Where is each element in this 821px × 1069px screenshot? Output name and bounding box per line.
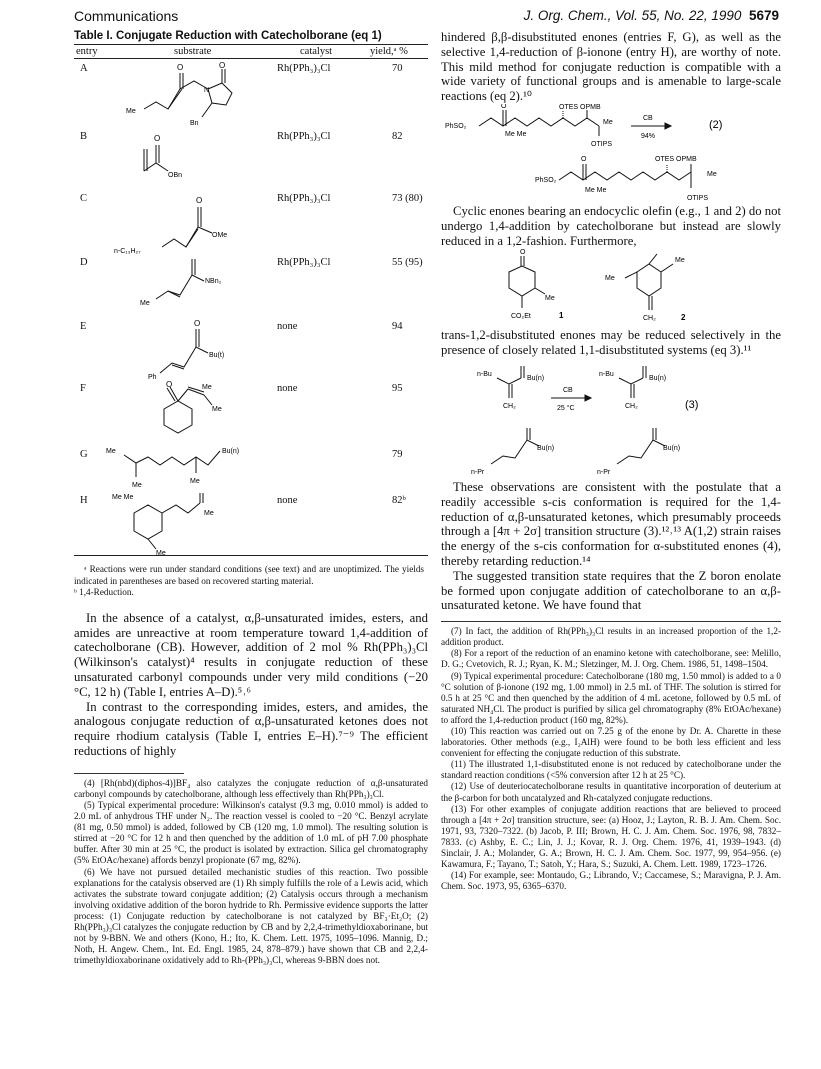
catalyst: Rh(PPh₃)₃Cl	[277, 257, 331, 268]
eq3-nbu: n-Bu	[477, 370, 492, 378]
footnote: (7) In fact, the addition of Rh(PPh₃)₃Cl results in an increased proportion of the 1,2-addition product.	[441, 626, 781, 648]
label-me: Me	[140, 300, 150, 307]
footnote: (4) [Rh(nbd)(diphos-4)]BF₄ also catalyzes the conjugate reduction of α,β-unsaturated carbonyl compounds by catecholborane, although less effectively than Rh(PPh₃)₃Cl.	[74, 777, 428, 799]
label-me-me: Me Me	[112, 494, 134, 501]
yield: 95	[392, 383, 403, 394]
eq3-nbu-product: n-Bu	[599, 370, 614, 378]
table-header	[74, 45, 428, 59]
label-bn: Bn	[190, 120, 199, 127]
label-me: Me	[126, 108, 136, 115]
compound-2-label: 2	[681, 313, 686, 323]
compound2-me-2: Me	[675, 257, 685, 265]
eq2-otips-product: OTIPS	[687, 194, 709, 202]
yield: 73 (80)	[392, 193, 423, 204]
yield: 55 (95)	[392, 257, 423, 268]
eq2-me-product: Me	[707, 170, 717, 178]
svg-text:O: O	[194, 319, 201, 328]
structure-h	[104, 491, 274, 557]
footnote: (10) This reaction was carried out on 7.25 g of the enone by Dr. A. Charette in these laboratories. Other methods (e.g., I₂AlH) were found to be both less efficient and less convenient for effecting the conjugate reduction of this substrate.	[441, 725, 781, 759]
structure-f	[104, 379, 254, 443]
eq2-otips: OTIPS	[591, 140, 613, 148]
col-catalyst: catalyst	[300, 46, 333, 57]
col-substrate: substrate	[174, 46, 212, 57]
eq3-npr-product: n-Pr	[597, 468, 611, 476]
table-row	[74, 321, 428, 381]
eq3-number: (3)	[685, 398, 699, 411]
page-number: 5679	[748, 8, 779, 23]
body-paragraph: Cyclic enones bearing an endocyclic olefin (e.g., 1 and 2) do not undergo 1,4-addition by catecholborane but instead are slowly reduced in a 1,2-fashion. Furthermore,	[441, 203, 781, 248]
right-column	[441, 30, 781, 892]
footnote: (9) Typical experimental procedure: Catecholborane (180 mg, 1.50 mmol) is added to a 0 °C solution of β-ionone (192 mg, 1.00 mmol) in 2.5 mL of THF. The solution is stirred for 0.5 h at 25 °C and then quenched by the addition of 4 mL acetone, followed by 0.5 mL of saturated NH₄Cl. The product is purified by silica gel chromatography (8% EtOAc/hexane) to afford the 1,4-reduction product (160 mg, 82%).	[441, 670, 781, 725]
eq3-bun-3: Bu(n)	[663, 444, 681, 452]
entry-label: G	[80, 449, 88, 460]
running-head-section: Communications	[74, 8, 179, 24]
eq3-temp: 25 °C	[557, 404, 575, 412]
eq2-otes-opmb-product: OTES OPMB	[655, 155, 697, 163]
label-me-2: Me	[132, 482, 142, 489]
equation-2	[441, 104, 781, 204]
body-paragraph: hindered β,β-disubstituted enones (entries F, G), as well as the selective 1,4-reduction of β-ionone (entry H), are worthy of note. This mild method for conjugate reduction is compatible with a wide variety of functional groups and is amenable to large-scale reactions (eq 2).¹⁰	[441, 30, 781, 104]
eq2-me-me: Me Me	[505, 130, 527, 138]
label-ph: Ph	[148, 374, 157, 381]
eq2-o: O	[501, 103, 507, 110]
running-head-journal	[524, 8, 779, 23]
journal-citation: J. Org. Chem., Vol. 55, No. 22, 1990	[523, 8, 742, 23]
eq2-reagent: CB	[643, 114, 653, 122]
footnote: (5) Typical experimental procedure: Wilkinson's catalyst (9.3 mg, 0.010 mmol) is added to 2.0 mL of anhydrous THF under N₂. The reaction vessel is cooled to −20 °C. Benzyl acrylate (81 mg, 0.50 mmol) is added, followed by CB (120 mg, 1.0 mmol). The resulting solution is stirred at −20 °C for 12 h and then quenched by the addition of 1.0 mL of pH 7.00 phosphate buffer. After 30 min at 25 °C, the product is isolated by extraction. Silica gel chromatography (5% EtOAc/hexane) affords benzyl propionate (67 mg, 82%).	[74, 799, 428, 866]
structure-g	[104, 445, 274, 491]
yield: 94	[392, 321, 403, 332]
table-footnote-b: ᵇ 1,4-Reduction.	[74, 587, 134, 598]
eq2-me: Me	[603, 118, 613, 126]
label-chain: n-C₁₃H₂₇	[114, 248, 141, 255]
label-me-2: Me	[156, 550, 166, 557]
structure-c	[104, 189, 274, 255]
yield: 79	[392, 449, 403, 460]
structure-e	[104, 317, 254, 381]
svg-text:O: O	[177, 63, 184, 72]
catalyst: Rh(PPh₃)₃Cl	[277, 193, 331, 204]
body-paragraph: In contrast to the corresponding imides, esters, and amides, the analogous conjugate reduction of α,β-unsaturated ketones does not require rhodium catalysis (Table I, entries E–H).⁷⁻⁹ The efficient reductions of highly	[74, 699, 428, 758]
yield: 82ᵇ	[392, 495, 406, 506]
eq3-bun-2: Bu(n)	[537, 444, 555, 452]
col-entry: entry	[76, 46, 98, 57]
footnote: (6) We have not pursued detailed mechanistic studies of this reaction. Two possible explanations for the catalysis observed are (1) Rh simply fulfills the role of a Lewis acid, which activates the substrate toward conjugate addition; (2) Catalysis occurs through a mechanism involving oxidative addition of the boron hydride to Rh. Permissive evidence supports the latter process: (1) Conjugate reduction by catecholborane is not catalyzed by BF₃·Et₂O; (2) Rh(PPh₃)₃Cl catalyzes the conjugate reduction by CB and by 2,2,4-trimethyldioxaborinane, but not by 9-BBN. We and others (Kono, H.; Ito, K. Chem. Lett. 1975, 1095–1096. Mannig, D.; Noth, H. Angew. Chem., Int. Ed. Engl. 1985, 24, 878–879.) have shown that CB and 2,2,4-trimethyldioxaborinane oxidatively add to Rh-(PPh₃)₃Cl, whereas 9-BBN does not.	[74, 866, 428, 966]
entry-label: H	[80, 495, 88, 506]
svg-text:O: O	[520, 249, 526, 257]
yield: 82	[392, 131, 403, 142]
catalyst: none	[277, 383, 298, 394]
compound-1-label: 1	[559, 311, 564, 321]
eq3-bun-product: Bu(n)	[649, 374, 667, 382]
yield: 70	[392, 63, 403, 74]
eq2-number: (2)	[709, 118, 723, 131]
eq3-ch2-product: CH₂	[625, 402, 638, 410]
eq3-scheme	[441, 358, 781, 480]
col-yield: yield,ᵃ %	[370, 46, 408, 57]
compounds-1-2	[441, 248, 781, 328]
label-bu: Bu(n)	[222, 448, 240, 455]
compound1-co2et: CO₂Et	[511, 313, 531, 321]
eq2-phso2: PhSO₂	[445, 122, 467, 130]
label-ome: OMe	[212, 232, 228, 239]
entry-label: C	[80, 193, 88, 204]
svg-text:O: O	[219, 61, 226, 70]
label-me-2: Me	[212, 406, 222, 413]
structure-b	[104, 127, 254, 183]
label-n: N	[204, 87, 210, 94]
equation-3	[441, 358, 781, 480]
table-title: Table I. Conjugate Reduction with Catecholborane (eq 1)	[74, 30, 382, 42]
entry-label: B	[80, 131, 88, 142]
label-nbn2: NBn₂	[205, 278, 222, 285]
table-row	[74, 257, 428, 317]
footnote: (13) For other examples of conjugate addition reactions that are believed to proceed through a [4π + 2σ] transition structure, see: (a) Hooz, J.; Layton, R. B. J. Am. Chem. Soc. 1971, 93, 7320–7322. (b) Jacob, P. III; Brown, H. C. J. Am. Chem. Soc. 1976, 98, 7832–7833. (c) Ashby, E. C.; Lin, J. J.; Kovar, R. J. Org. Chem. 1976, 41, 1939–1943. (d) Sinclair, J. A.; Molander, G. A.; Brown, H. C. J. Am. Chem. Soc. 1977, 99, 954–956. (e) Kawamura, F.; Tayano, T.; Satoh, Y.; Hara, S.; Suzuki, A. Chem. Lett. 1989, 1723–1726.	[441, 803, 781, 870]
compound1-me: Me	[545, 295, 555, 303]
structure-a	[104, 59, 274, 129]
table-row	[74, 131, 428, 189]
svg-text:O: O	[196, 196, 203, 205]
footnote: (8) For a report of the reduction of an enamino ketone with catecholborane, see: Melillo, D. G.; Cvetovich, R. J.; Ryan, K. M.; Sletzinger, M. J. Org. Chem. 1986, 51, 1498–1504.	[441, 648, 781, 670]
footnotes-right	[441, 626, 781, 892]
eq3-ch2: CH₂	[503, 402, 516, 410]
table-footnotes	[74, 564, 428, 599]
label-obn: OBn	[168, 172, 183, 179]
table-row	[74, 380, 428, 445]
body-paragraph: In the absence of a catalyst, α,β-unsaturated imides, esters, and amides are unreactive at room temperature toward 1,4-addition of catecholborane (CB). However, addition of 2 mol % Rh(PPh₃)₃Cl (Wilkinson's catalyst)⁴ results in conjugate reduction of these unsaturated carbonyl compounds under very mild conditions (−20 °C, 12 h) (Table I, entries A–D).⁵˒⁶	[74, 610, 428, 699]
eq3-npr: n-Pr	[471, 468, 485, 476]
eq2-me-me-product: Me Me	[585, 186, 607, 194]
compound2-me: Me	[605, 275, 615, 283]
catalyst: Rh(PPh₃)₃Cl	[277, 63, 331, 74]
catalyst: none	[277, 495, 298, 506]
svg-text:O: O	[166, 380, 173, 389]
label-me-3: Me	[190, 478, 200, 485]
footnote: (14) For example, see: Montaudo, G.; Librando, V.; Caccamese, S.; Maravigna, P. J. Am. Chem. Soc. 1973, 95, 6365–6370.	[441, 870, 781, 892]
body-paragraph: These observations are consistent with the postulate that a readily accessible s-cis conformation is required for the 1,4-reduction of α,β-unsaturated ketones, which presumably proceeds through a [4π + 2σ] transition structure (3).¹²˒¹³ A(1,2) strain raises the energy of the s-cis conformation for α-substituted enones (4), thereby retarding reduction.¹⁴	[441, 479, 781, 568]
eq2-otes-opmb: OTES OPMB	[559, 103, 601, 111]
compounds-scheme	[441, 248, 781, 328]
eq2-yield: 94%	[641, 132, 656, 140]
eq3-reagent: CB	[563, 386, 573, 394]
svg-text:O: O	[154, 134, 161, 143]
label-me: Me	[204, 510, 214, 517]
table-row	[74, 193, 428, 255]
entry-label: A	[80, 63, 88, 74]
footnote: (11) The illustrated 1,1-disubstituted enone is not reduced by catecholborane under the standard reaction conditions (<5% conversion after 12 h at 25 °C).	[441, 759, 781, 781]
table-row	[74, 63, 428, 125]
entry-label: D	[80, 257, 88, 268]
label-me: Me	[202, 384, 212, 391]
structure-d	[104, 253, 254, 313]
compound2-ch2: CH₂	[643, 315, 656, 323]
eq3-bun: Bu(n)	[527, 374, 545, 382]
table-footnote-a: ᵃ Reactions were run under standard conditions (see text) and are unoptimized. The yields indicated in parentheses are based on recovered starting material.	[74, 564, 424, 586]
label-bu: Bu(t)	[209, 352, 225, 359]
table-row	[74, 449, 428, 493]
eq2-o-product: O	[581, 155, 587, 163]
footnote: (12) Use of deuteriocatecholborane results in quantitative incorporation of deuterium at the β-carbon for both uncatalyzed and Rh-catalyzed conjugate reductions.	[441, 781, 781, 803]
catalyst: Rh(PPh₃)₃Cl	[277, 131, 331, 142]
entry-label: F	[80, 383, 86, 394]
eq2-scheme	[441, 104, 781, 204]
entry-label: E	[80, 321, 87, 332]
label-me: Me	[106, 448, 116, 455]
left-column	[74, 30, 428, 966]
table-row	[74, 495, 428, 555]
eq2-phso2-product: PhSO₂	[535, 176, 557, 184]
body-paragraph: trans-1,2-disubstituted enones may be reduced selectively in the presence of closely related 1,1-disubstituted systems (eq 3).¹¹	[441, 328, 781, 358]
body-paragraph: The suggested transition state requires that the Z boron enolate be formed upon conjugate addition of catecholborane to an α,β-unsaturated ketone. We have found that	[441, 568, 781, 613]
catalyst: none	[277, 321, 298, 332]
footnotes-left	[74, 778, 428, 967]
